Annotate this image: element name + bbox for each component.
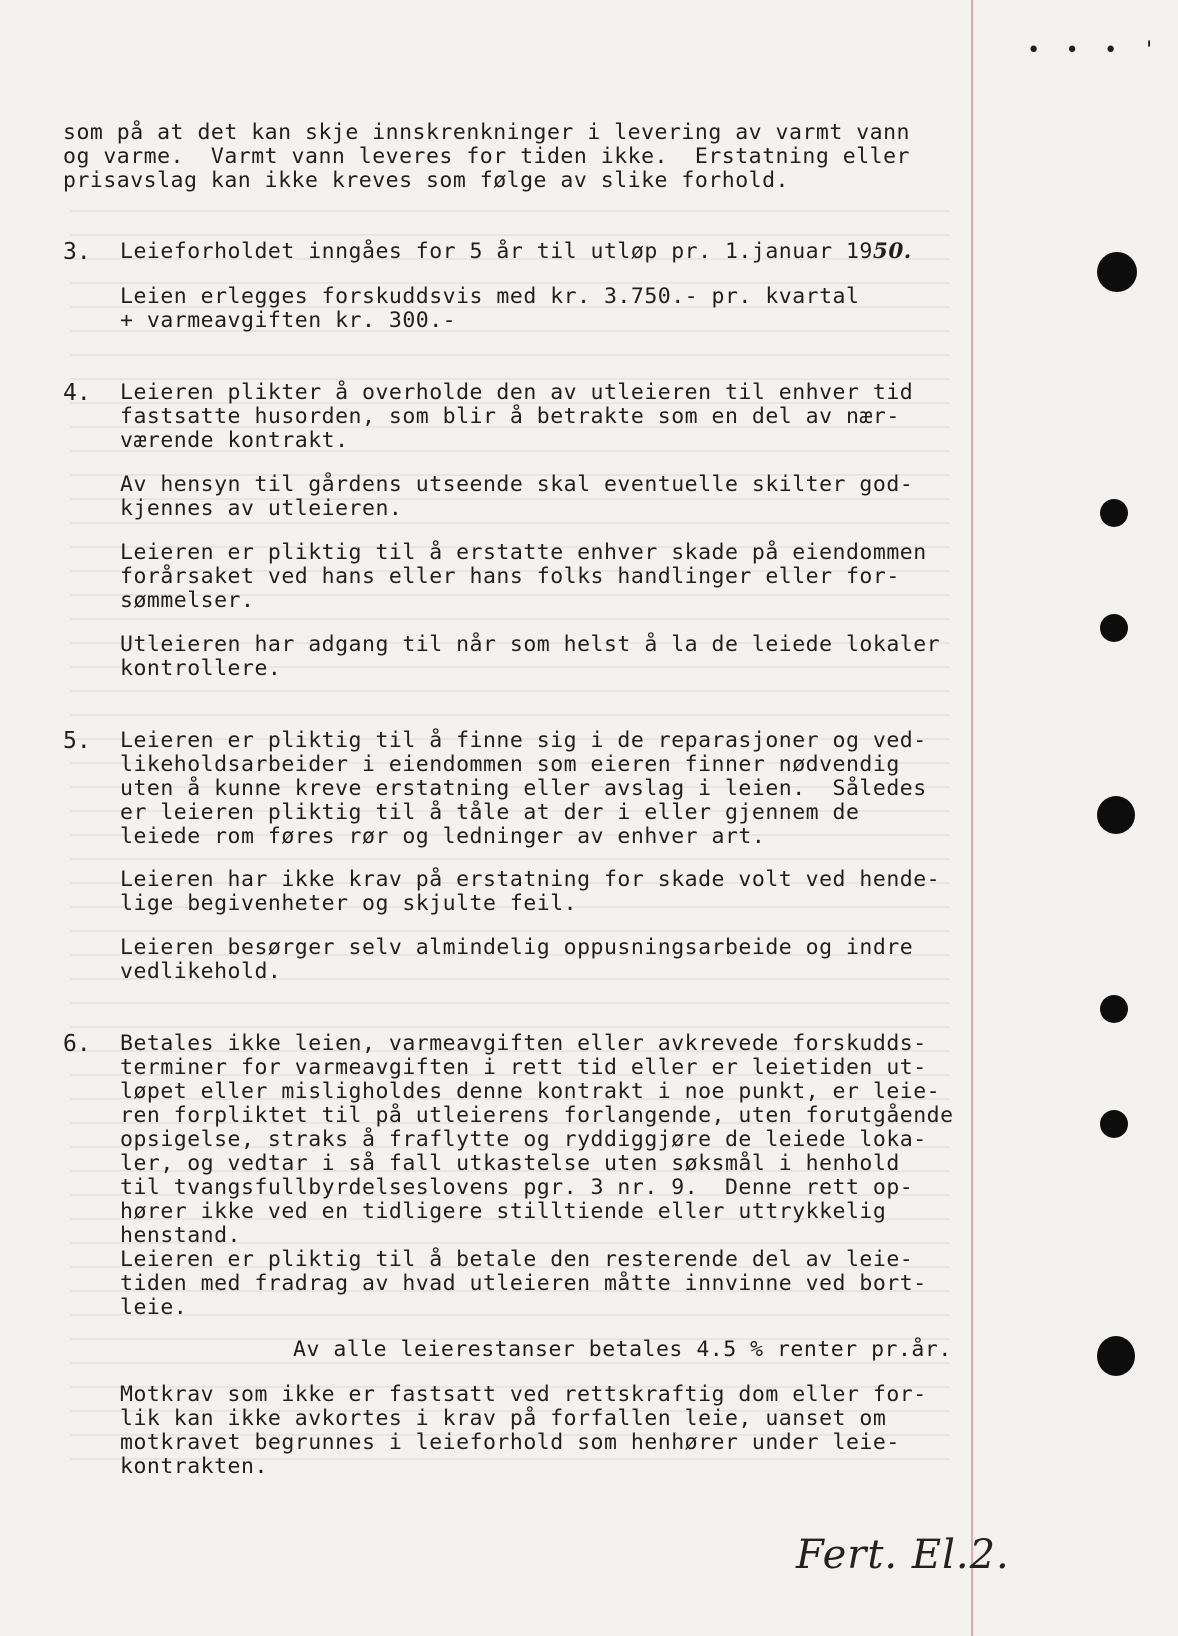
punch-hole-icon <box>1100 614 1128 642</box>
section-line: kontrakten. <box>120 1454 268 1479</box>
section3-text: Leieforholdet inngåes for 5 år til utløp pr. 1.januar 19 <box>120 239 873 264</box>
intro-line: og varme. Varmt vann leveres for tiden ikke. Erstatning eller <box>63 144 910 169</box>
section-number: 6. <box>63 1031 91 1057</box>
interest-line: Av alle leierestanser betales 4.5 % renter pr.år. <box>293 1337 952 1362</box>
section-line: værende kontrakt. <box>120 428 349 453</box>
margin-rule <box>971 0 973 1636</box>
section-line: vedlikehold. <box>120 959 282 984</box>
section-line: uten å kunne kreve erstatning eller avslag i leien. Således <box>120 776 927 801</box>
section-line: hører ikke ved en tidligere stilltiende eller uttrykkelig <box>120 1199 887 1224</box>
handwritten-year: 50. <box>872 239 912 264</box>
section-line: lik kan ikke avkortes i krav på forfallen leie, uanset om <box>120 1406 887 1431</box>
section-line: Leieren har ikke krav på erstatning for skade volt ved hende- <box>120 867 941 892</box>
section-line: Motkrav som ikke er fastsatt ved rettskraftig dom eller for- <box>120 1382 927 1407</box>
section-line: motkravet begrunnes i leieforhold som henhører under leie- <box>120 1430 900 1455</box>
section-line: ren forpliktet til på utleierens forlangende, uten forutgående <box>120 1103 954 1128</box>
section-line: fastsatte husorden, som blir å betrakte som en del av nær- <box>120 404 900 429</box>
punch-hole-icon <box>1097 796 1135 834</box>
section-line: tiden med fradrag av hvad utleieren måtte innvinne ved bort- <box>120 1271 927 1296</box>
section-line: lige begivenheter og skjulte feil. <box>120 891 578 916</box>
section-line: + varmeavgiften kr. 300.- <box>120 308 457 333</box>
section-line: ler, og vedtar i så fall utkastelse uten søksmål i henhold <box>120 1151 900 1176</box>
intro-line: som på at det kan skje innskrenkninger i levering av varmt vann <box>63 120 910 145</box>
section-line: leiede rom føres rør og ledninger av enhver art. <box>120 824 766 849</box>
section-line: terminer for varmeavgiften i rett tid eller er leietiden ut- <box>120 1055 927 1080</box>
section-line: leie. <box>120 1295 188 1320</box>
section-line: løpet eller misligholdes denne kontrakt i noe punkt, er leie- <box>120 1079 941 1104</box>
section-number: 5. <box>63 728 91 754</box>
section-line: henstand. <box>120 1223 241 1248</box>
section-line: Av hensyn til gårdens utseende skal eventuelle skilter god- <box>120 472 914 497</box>
section-line: forårsaket ved hans eller hans folks handlinger eller for- <box>120 564 900 589</box>
section-line: Leieren plikter å overholde den av utleieren til enhver tid <box>120 380 914 405</box>
section-line: sømmelser. <box>120 588 255 613</box>
section-number: 3. <box>63 239 91 265</box>
handwritten-signature: Fert. El.2. <box>796 1532 1010 1578</box>
section-line: Utleieren har adgang til når som helst å la de leiede lokaler <box>120 632 941 657</box>
section-number: 4. <box>63 380 91 406</box>
section-line: Leien erlegges forskuddsvis med kr. 3.750.- pr. kvartal <box>120 284 860 309</box>
section-line: Leieren besørger selv almindelig oppusningsarbeide og indre <box>120 935 914 960</box>
corner-marks: • • • ' <box>1027 38 1162 63</box>
section-line: likeholdsarbeider i eiendommen som eieren finner nødvendig <box>120 752 900 777</box>
punch-hole-icon <box>1097 1336 1135 1376</box>
punch-hole-icon <box>1097 252 1137 292</box>
section-line: kjennes av utleieren. <box>120 496 403 521</box>
section-line: Betales ikke leien, varmeavgiften eller avkrevede forskudds- <box>120 1031 927 1056</box>
intro-line: prisavslag kan ikke kreves som følge av slike forhold. <box>63 168 789 193</box>
section-line: er leieren pliktig til å tåle at der i eller gjennem de <box>120 800 860 825</box>
punch-hole-icon <box>1100 499 1128 527</box>
punch-hole-icon <box>1100 1110 1128 1138</box>
section-line <box>120 240 912 264</box>
section-line: Leieren er pliktig til å erstatte enhver skade på eiendommen <box>120 540 927 565</box>
punch-hole-icon <box>1100 995 1128 1023</box>
section-line: til tvangsfullbyrdelseslovens pgr. 3 nr. 9. Denne rett op- <box>120 1175 914 1200</box>
section-line: kontrollere. <box>120 656 282 681</box>
section-line: opsigelse, straks å fraflytte og ryddiggjøre de leiede loka- <box>120 1127 927 1152</box>
section-line: Leieren er pliktig til å finne sig i de reparasjoner og ved- <box>120 728 927 753</box>
section-line: Leieren er pliktig til å betale den resterende del av leie- <box>120 1247 914 1272</box>
